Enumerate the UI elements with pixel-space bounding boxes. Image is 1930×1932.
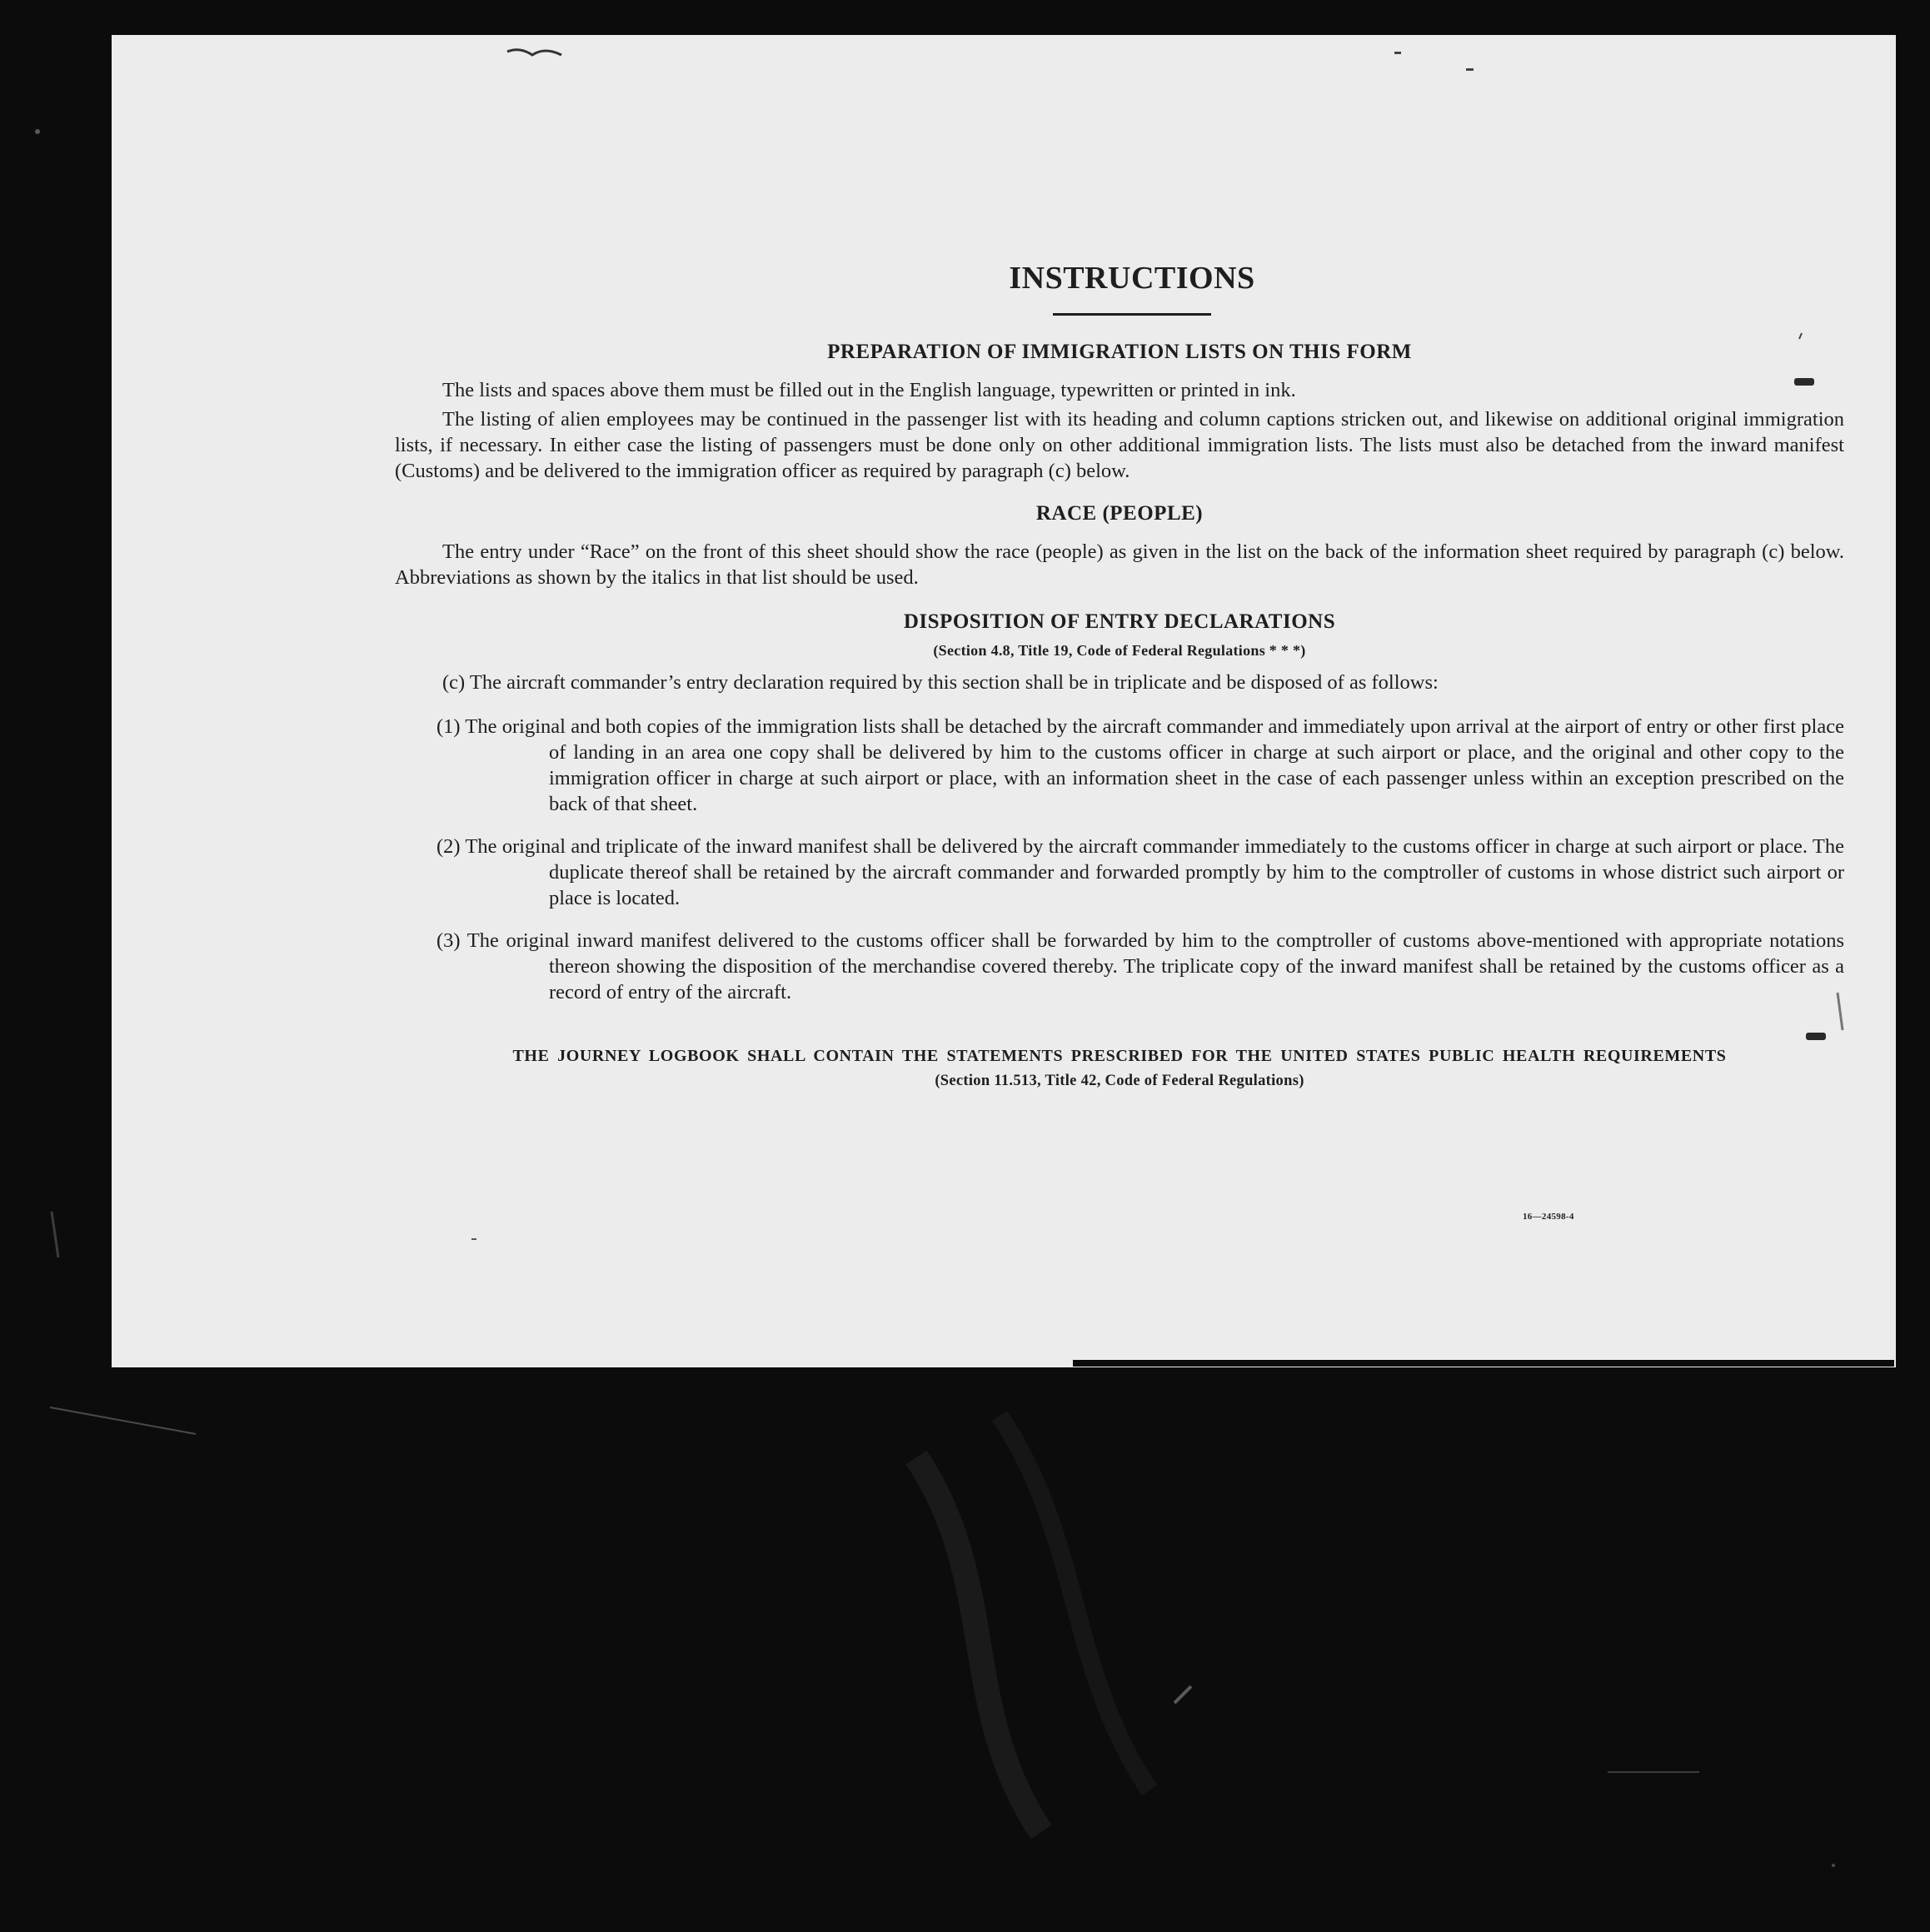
heading-preparation: PREPARATION OF IMMIGRATION LISTS ON THIS FORM — [827, 340, 1412, 363]
disposition-item-1: (1) The original and both copies of the immigration lists shall be detached by the aircraft commander and immediately upon arrival at the airport of entry or other first place of landing in an area one copy shall be delivered by him to the customs officer in charge at such airport or place, and the original and other copy to the immigration officer in charge at such airport or place, with an information sheet in the case of each passenger unless within an exception prescribed on the back of that sheet. — [436, 715, 1844, 815]
form-number: 16—24598-4 — [1523, 1212, 1574, 1222]
footer-citation: (Section 11.513, Title 42, Code of Federal Regulations) — [935, 1072, 1304, 1089]
paragraph-preparation-1: The lists and spaces above them must be filled out in the English language, typewritten or printed in ink. — [442, 378, 1296, 401]
heading-disposition: DISPOSITION OF ENTRY DECLARATIONS — [903, 610, 1336, 633]
document-page — [112, 35, 1896, 1367]
title-underline — [1053, 313, 1211, 316]
page-title: INSTRUCTIONS — [1009, 261, 1255, 296]
disposition-item-2: (2) The original and triplicate of the inward manifest shall be delivered by the aircraft commander immediately to the customs officer in charge at such airport or place. The duplicate thereof shall be retained by the aircraft commander and forwarded promptly by him to the comptroller of customs in whose district such airport or place is located. — [436, 834, 1844, 909]
paragraph-race: The entry under “Race” on the front of this sheet should show the race (people) as given in the list on the back of the information sheet required by paragraph (c) below. Abbreviations as shown by the italics in that list should be used. — [395, 540, 1844, 589]
disposition-intro: (c) The aircraft commander’s entry declaration required by this section shall be in triplicate and be disposed of as follows: — [442, 670, 1439, 694]
heading-race: RACE (PEOPLE) — [1035, 501, 1204, 525]
disposition-item-3: (3) The original inward manifest delivered to the customs officer shall be forwarded by him to the comptroller of customs above-mentioned with appropriate notations thereon showing the disposition of the merchandise covered thereby. The triplicate copy of the inward manifest shall be retained by the customs officer as a record of entry of the aircraft. — [436, 929, 1844, 1003]
footer-statement: THE JOURNEY LOGBOOK SHALL CONTAIN THE STATEMENTS PRESCRIBED FOR THE UNITED STATES PUBLIC HEALTH REQUIREMENTS — [512, 1046, 1727, 1065]
paragraph-preparation-2: The listing of alien employees may be continued in the passenger list with its heading and column captions stricken out, and likewise on additional original immigration lists, if necessary. In either case the listing of passengers must be done only on other additional immigration lists. The lists must also be detached from the inward manifest (Customs) and be delivered to the immigration officer as required by paragraph (c) below. — [395, 407, 1844, 482]
disposition-citation: (Section 4.8, Title 19, Code of Federal Regulations * * *) — [933, 641, 1306, 659]
instructions-content — [395, 260, 1844, 1090]
